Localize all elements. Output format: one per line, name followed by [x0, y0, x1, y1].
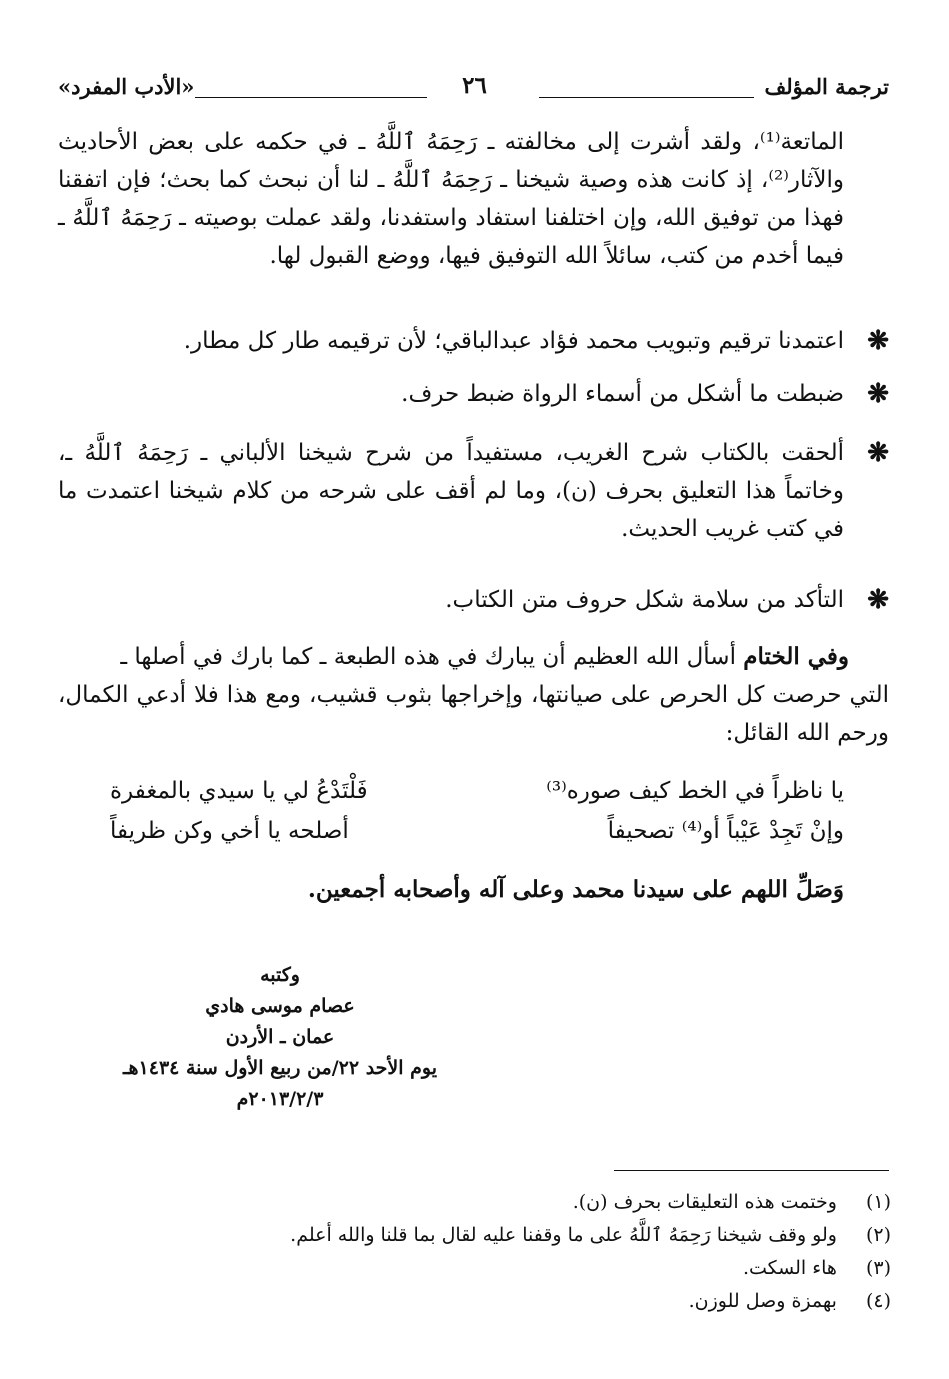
footnotes: [58, 1186, 891, 1318]
list-item: [58, 375, 889, 413]
closing-line1: أسأل الله العظيم أن يبارك في هذه الطبعة ـ كما بارك في أصلها ـ: [120, 644, 736, 670]
verse-line: [100, 818, 844, 858]
footnote-text: ولو وقف شيخنا رَحِمَهُ ٱللَّهُ على ما وقفنا عليه لقال بما قلنا والله أعلم.: [290, 1224, 837, 1246]
footnote-text: بهمزة وصل للوزن.: [688, 1290, 837, 1312]
verse-line: [100, 778, 844, 818]
verse-second-hemistich: فَلْتَدْعُ لي يا سيدي بالمغفرة: [110, 778, 368, 804]
footnote-text: وختمت هذه التعليقات بحرف (ن).: [572, 1191, 837, 1213]
footnote-number: (٤): [865, 1290, 891, 1312]
footnote: [58, 1285, 891, 1318]
header-rule-left: [195, 97, 427, 98]
asterism-icon: ❋: [867, 379, 889, 409]
footnote-separator: [614, 1170, 889, 1171]
footnote-text: هاء السكت.: [742, 1257, 837, 1279]
chapter-title: ترجمة المؤلف: [764, 74, 889, 99]
verse-first-hemistich: يا ناظراً في الخط كيف صوره⁽³⁾: [546, 778, 844, 804]
asterism-icon: ❋: [867, 438, 889, 468]
closing-lead: وفي الختام: [743, 643, 849, 670]
list-item: [58, 434, 889, 548]
signature-written-by: وكتبه: [260, 964, 300, 986]
list-item: [58, 322, 889, 360]
asterism-icon: ❋: [867, 585, 889, 615]
closing-prayer: وَصَلِّ اللهم على سيدنا محمد وعلى آله وأصحابه أجمعين.: [307, 876, 844, 903]
asterism-icon: ❋: [867, 326, 889, 356]
closing-rest: التي حرصت كل الحرص على صيانتها، وإخراجها بثوب قشيب، ومع هذا فلا أدعي الكمال، ورحم الله القائل:: [58, 682, 889, 746]
signature-hijri-date: يوم الأحد ٢٢/من ربيع الأول سنة ١٤٣٤هـ: [122, 1057, 438, 1079]
verse-second-hemistich: أصلحه يا أخي وكن ظريفاً: [110, 818, 349, 844]
signature-gregorian-date: ٢٠١٣/٢/٣م: [236, 1088, 324, 1110]
footnote-number: (٢): [865, 1224, 891, 1246]
footnote-number: (١): [865, 1191, 891, 1213]
list-item-text: ألحقت بالكتاب شرح الغريب، مستفيداً من شرح شيخنا الألباني ـ رَحِمَهُ ٱللَّهُ ـ، وخاتماً هذا التعليق بحرف (ن)، وما لم أقف على شرحه من كلام شيخنا اعتمدت ما في كتب غريب الحديث.: [58, 440, 844, 542]
footnote: [58, 1252, 891, 1285]
footnote: [58, 1219, 891, 1252]
list-item-text: التأكد من سلامة شكل حروف متن الكتاب.: [445, 587, 844, 613]
list-item-text: ضبطت ما أشكل من أسماء الرواة ضبط حرف.: [401, 381, 844, 407]
footnote: [58, 1186, 891, 1219]
list-item: [58, 581, 889, 619]
signature-author: عصام موسى هادي: [205, 995, 355, 1017]
intro-paragraph: الماتعة⁽¹⁾، ولقد أشرت إلى مخالفته ـ رَحِمَهُ ٱللَّهُ ـ في حكمه على بعض الأحاديث والآثار⁽²⁾، إذ كانت هذه وصية شيخنا ـ رَحِمَهُ ٱللَّهُ ـ لنا أن نبحث كما بحث؛ فإن اتفقنا فهذا من توفيق الله، وإن اختلفنا استفاد واستفدنا، ولقد عملت بوصيته ـ رَحِمَهُ ٱللَّهُ ـ فيما أخدم من كتب، سائلاً الله التوفيق فيها، ووضع القبول لها.: [58, 129, 844, 269]
list-item-text: اعتمدنا ترقيم وتبويب محمد فؤاد عبدالباقي؛ لأن ترقيمه طار كل مطار.: [183, 328, 844, 354]
book-title: «الأدب المفرد»: [58, 74, 195, 99]
footnote-number: (٣): [865, 1257, 891, 1279]
signature-block: [100, 960, 460, 1115]
page-number: ٢٦: [462, 72, 487, 99]
verse-first-hemistich: وإنْ تَجِدْ عَيْباً أو⁽⁴⁾ تصحيفاً: [607, 818, 844, 844]
signature-place: عمان ـ الأردن: [225, 1026, 335, 1048]
closing-first-line: [58, 638, 849, 676]
